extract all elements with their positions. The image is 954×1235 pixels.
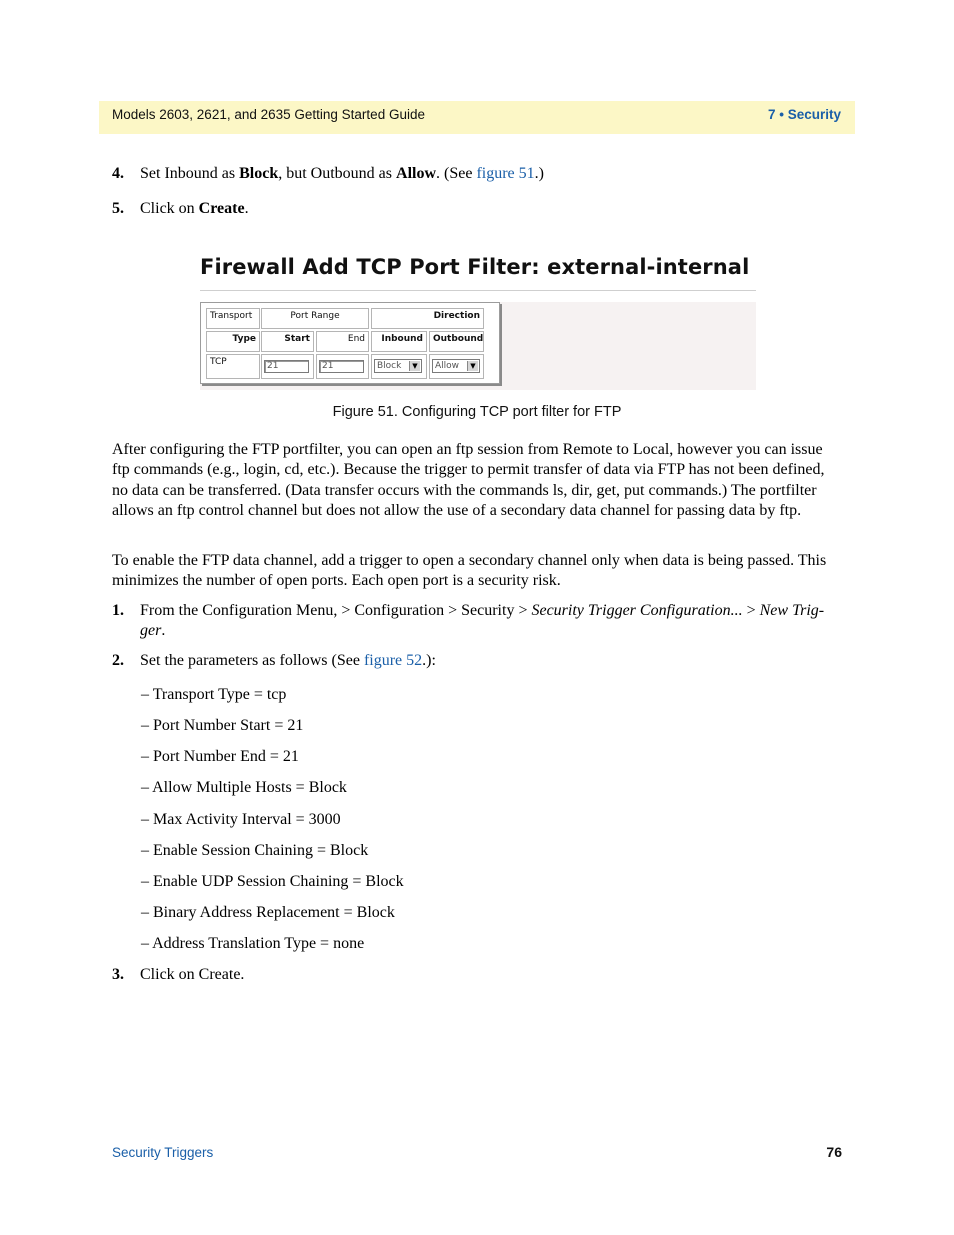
outbound-selected-value: Allow: [435, 361, 460, 371]
step-number: 1.: [112, 602, 124, 619]
figure-divider: [200, 290, 756, 291]
step-text-continued: ger.: [140, 622, 166, 639]
end-header: End: [316, 331, 369, 352]
param-item: – Binary Address Replacement = Block: [141, 904, 395, 921]
end-cell: [316, 354, 369, 379]
outbound-select[interactable]: [432, 359, 480, 373]
inbound-select[interactable]: [374, 359, 422, 373]
transport-header: Transport: [206, 308, 260, 329]
running-header: [99, 101, 855, 134]
inbound-selected-value: Block: [377, 361, 402, 371]
step-1: [112, 601, 842, 643]
step-text: Click on Create.: [140, 966, 245, 983]
param-item: – Enable Session Chaining = Block: [141, 842, 369, 859]
inbound-cell: [371, 354, 427, 379]
paragraph-ftp-portfilter: After configuring the FTP portfilter, you can open an ftp session from Remote to Local, however you can issue ftp commands (e.g., login, cd, etc.). Because the trigger to permit transfer of data via FTP has not been defined, no data can be transferred. (Data transfer occurs with the commands ls, dir, get, put commands.) The portfilter allows an ftp control channel but does not allow the use of a secondary data channel for passing data by ftp.: [112, 441, 825, 519]
step-number: 5.: [112, 200, 124, 217]
step-number: 4.: [112, 165, 124, 182]
param-item: – Transport Type = tcp: [141, 686, 287, 703]
start-port-input[interactable]: 21: [264, 360, 309, 373]
step-number: 3.: [112, 966, 124, 983]
dropdown-arrow-icon[interactable]: ▼: [409, 361, 420, 371]
dropdown-arrow-icon[interactable]: ▼: [467, 361, 478, 371]
step-text: From the Configuration Menu, > Configuration > Security > Security Trigger Configuration... > New Trig-: [140, 602, 825, 619]
param-item: – Port Number Start = 21: [141, 717, 304, 734]
start-cell: [261, 354, 314, 379]
inbound-header: Inbound: [371, 331, 427, 352]
step-text: Set Inbound as Block, but Outbound as Allow. (See figure 51.): [140, 165, 544, 182]
direction-header: Direction: [371, 308, 484, 329]
outbound-header: Outbound: [429, 331, 484, 352]
end-port-input[interactable]: 21: [319, 360, 364, 373]
figure-caption: Figure 51. Configuring TCP port filter for FTP: [332, 404, 622, 420]
param-item: – Enable UDP Session Chaining = Block: [141, 873, 404, 890]
param-item: – Max Activity Interval = 3000: [141, 811, 341, 828]
step-text: Click on Create.: [140, 200, 249, 217]
port-range-header: Port Range: [261, 308, 369, 329]
transport-type-value: TCP: [206, 354, 260, 379]
step-text: Set the parameters as follows (See figure 52.):: [140, 652, 436, 669]
param-item: – Allow Multiple Hosts = Block: [141, 779, 347, 796]
figure-title: Firewall Add TCP Port Filter: external-internal: [200, 255, 750, 279]
type-header: Type: [206, 331, 260, 352]
param-item: – Port Number End = 21: [141, 748, 299, 765]
start-header: Start: [261, 331, 314, 352]
figure-52-link[interactable]: figure 52: [363, 652, 423, 669]
chapter-title: 7 • Security: [767, 107, 841, 122]
guide-title: Models 2603, 2621, and 2635 Getting Started Guide: [112, 107, 425, 122]
figure-51-link[interactable]: figure 51: [476, 165, 535, 182]
page-number: 76: [826, 1144, 842, 1160]
step-number: 2.: [112, 652, 124, 669]
outbound-cell: [429, 354, 484, 379]
param-item: – Address Translation Type = none: [141, 935, 365, 952]
paragraph-enable-ftp: To enable the FTP data channel, add a trigger to open a secondary channel only when data is being passed. This minimizes the number of open ports. Each open port is a security risk.: [112, 552, 827, 590]
footer-section-link[interactable]: Security Triggers: [112, 1145, 214, 1160]
port-filter-table: [200, 302, 500, 384]
